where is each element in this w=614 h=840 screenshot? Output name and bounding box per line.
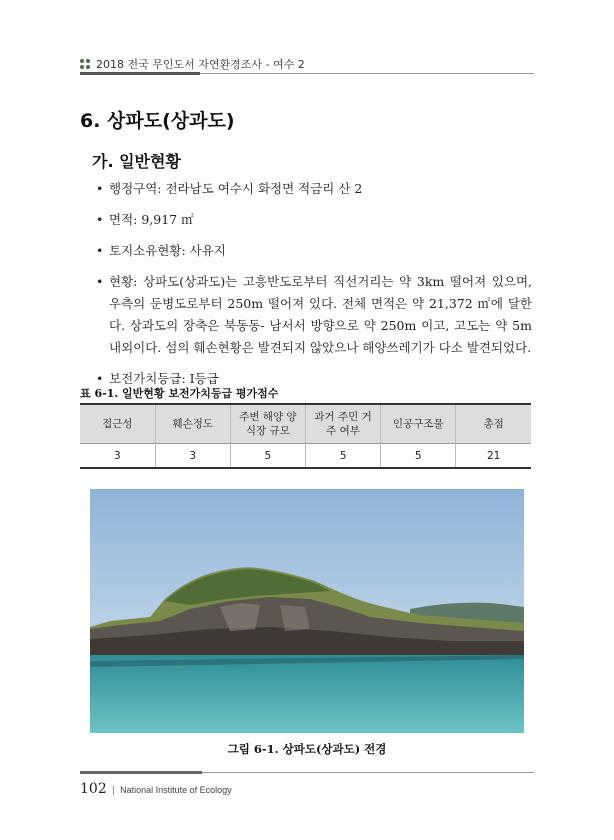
page-number: 102 [80, 781, 107, 797]
list-item-admin-district: • 행정구역: 전라남도 여수시 화정면 적금리 산 2 [96, 178, 532, 200]
table-cell: 3 [80, 444, 155, 469]
table-cell: 3 [155, 444, 230, 469]
running-header [80, 56, 534, 72]
page-footer [80, 781, 232, 797]
column-header: 주변 해양 양식장 규모 [230, 404, 305, 444]
column-header: 인공구조물 [381, 404, 456, 444]
column-header: 접근성 [80, 404, 155, 444]
table-cell: 5 [381, 444, 456, 469]
column-header: 훼손정도 [155, 404, 230, 444]
footer-separator: | [111, 785, 116, 796]
island-photo-illustration [90, 489, 524, 733]
table-row [80, 444, 531, 469]
list-item-conservation-grade: • 보전가치등급: Ⅰ등급 [96, 368, 532, 390]
table-header-row [80, 404, 531, 444]
organization-name: National Institute of Ecology [120, 785, 232, 795]
assessment-table [80, 403, 531, 469]
footer-rule-accent [80, 771, 202, 774]
list-item-area: • 면적: 9,917 ㎡ [96, 209, 532, 231]
table-cell: 5 [230, 444, 305, 469]
section-title: 6. 상파도(상과도) [80, 110, 235, 132]
list-item-land-ownership: • 토지소유현황: 사유지 [96, 240, 532, 262]
subsection-title: 가. 일반현황 [92, 152, 181, 171]
column-header: 과거 주민 거주 여부 [305, 404, 380, 444]
general-status-list [96, 178, 532, 399]
header-text: 2018 전국 무인도서 자연환경조사 - 여수 2 [96, 58, 305, 71]
column-header: 총점 [456, 404, 531, 444]
table-cell: 5 [305, 444, 380, 469]
table-caption: 표 6-1. 일반현황 보전가치등급 평가점수 [80, 387, 279, 400]
list-item-current-status: • 현황: 상파도(상과도)는 고흥반도로부터 직선거리는 약 3km 떨어져 있으며, 우측의 둔병도로부터 250m 떨어져 있다. 전체 면적은 약 21,372 ㎡에 달한다. 상과도의 장축은 북동동- 남서서 방향으로 약 250m 이고, 고도는 약 5m 내외이다. 섬의 훼손현황은 발견되지 않았으나 해양쓰레기가 다소 발견되었다. [96, 271, 532, 359]
header-rule-accent [80, 72, 200, 75]
island-photo [90, 489, 524, 733]
figure-caption: 그림 6-1. 상파도(상과도) 전경 [227, 742, 387, 756]
table-cell: 21 [456, 444, 531, 469]
header-dots-icon [80, 59, 90, 69]
